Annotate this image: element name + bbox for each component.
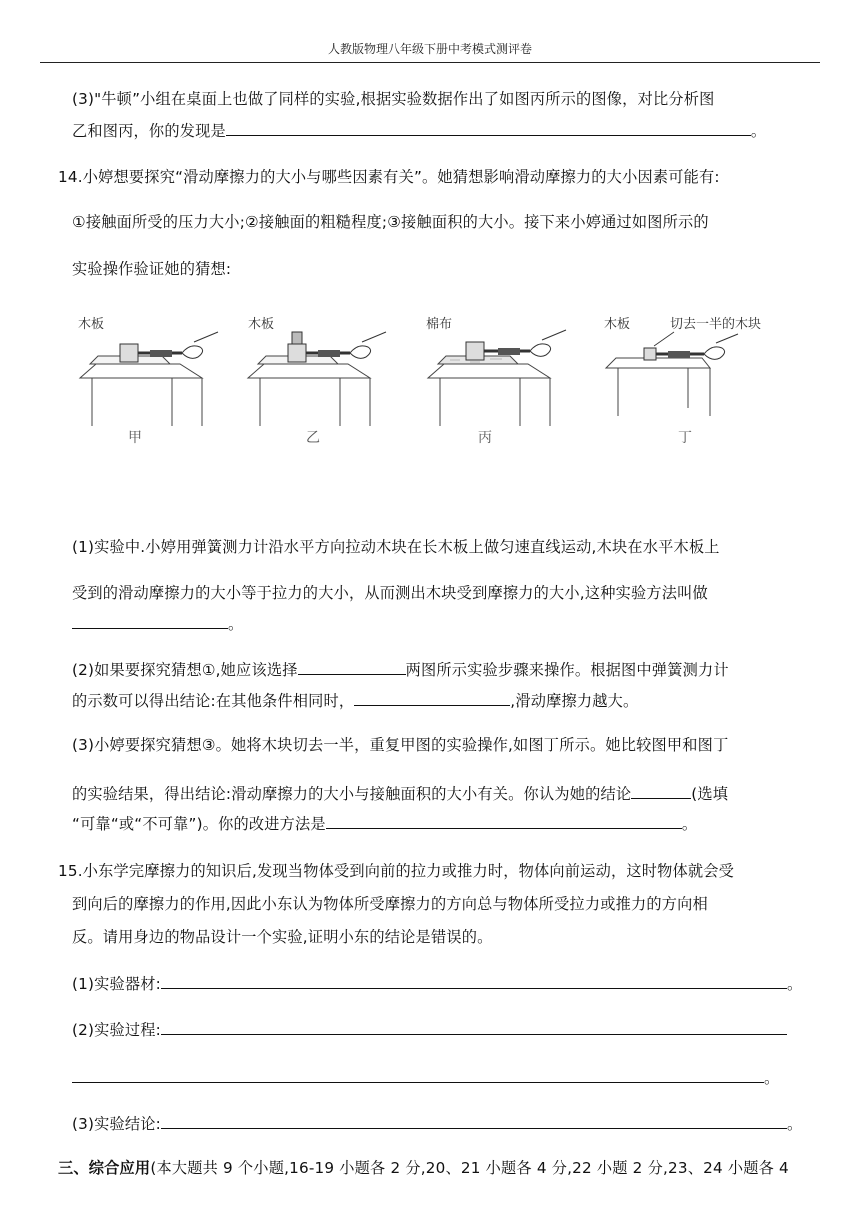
q14-part2-prompt: (2)如果要探究猜想①,她应该选择 bbox=[72, 661, 298, 679]
q14-conclusion-blank[interactable] bbox=[354, 689, 510, 706]
q15-conclusion-blank[interactable] bbox=[161, 1112, 787, 1129]
q14-stem-line2: ①接触面所受的压力大小;②接触面的粗糙程度;③接触面积的大小。接下来小婷通过如图所示的 bbox=[72, 213, 709, 231]
q14-part2-line1 bbox=[72, 658, 729, 680]
q14-part3-improve-prompt: “可靠“或“不可靠”)。你的改进方法是 bbox=[72, 815, 326, 833]
q14-part1-line3 bbox=[72, 612, 243, 634]
q14-improve-blank[interactable] bbox=[326, 812, 682, 829]
q15-process-prompt: (2)实验过程: bbox=[72, 1021, 161, 1039]
q14-part3-prompt: 的实验结果，得出结论:滑动摩擦力的大小与接触面积的大小有关。你认为她的结论 bbox=[72, 785, 632, 803]
q15-part1-end: 。 bbox=[786, 975, 803, 993]
q15-part3-end: 。 bbox=[786, 1115, 803, 1133]
q15-process-blank-line1[interactable] bbox=[161, 1018, 787, 1035]
q14-method-blank[interactable] bbox=[72, 612, 228, 629]
q14-part2-end: ,滑动摩擦力越大。 bbox=[510, 692, 639, 710]
figure-bing bbox=[420, 306, 580, 451]
q13-part3-end: 。 bbox=[750, 122, 767, 140]
q14-part3-option-open: (选填 bbox=[691, 785, 729, 803]
figure-ding bbox=[598, 306, 778, 451]
page-header: 人教版物理八年级下册中考模式测评卷 bbox=[327, 42, 532, 56]
q13-part3-line2 bbox=[72, 119, 766, 141]
q15-materials-blank[interactable] bbox=[161, 972, 787, 989]
q15-conclusion-prompt: (3)实验结论: bbox=[72, 1115, 161, 1133]
q15-process-blank-line2[interactable] bbox=[72, 1066, 764, 1083]
q15-part2-line2 bbox=[72, 1066, 779, 1088]
q13-part3-prompt: 乙和图丙，你的发现是 bbox=[72, 122, 226, 140]
q15-part2-end: 。 bbox=[764, 1069, 780, 1087]
q13-answer-blank[interactable] bbox=[226, 119, 751, 136]
section3-title: 三、综合应用 bbox=[58, 1159, 151, 1177]
q14-stem-line1: 14.小婷想要探究“滑动摩擦力的大小与哪些因素有关”。她猜想影响滑动摩擦力的大小因素可能有: bbox=[58, 168, 720, 186]
q14-part1-line1: (1)实验中.小婷用弹簧测力计沿水平方向拉动木块在长木板上做匀速直线运动,木块在水平木板上 bbox=[72, 538, 720, 556]
figure-jia-surface-label: 木板 bbox=[78, 317, 105, 332]
q15-stem-line3: 反。请用身边的物品设计一个实验,证明小东的结论是错误的。 bbox=[72, 928, 493, 946]
figure-bing-caption: 丙 bbox=[478, 430, 492, 446]
q13-part3-line1: (3)"牛顿”小组在桌面上也做了同样的实验,根据实验数据作出了如图丙所示的图像，对比分析图 bbox=[72, 90, 715, 108]
q15-part1 bbox=[72, 972, 802, 994]
figure-ding-block-label: 切去一半的木块 bbox=[670, 317, 762, 332]
q14-figure-choice-blank[interactable] bbox=[298, 658, 406, 675]
figure-yi-surface-label: 木板 bbox=[248, 317, 275, 332]
q14-part3-line3 bbox=[72, 812, 697, 834]
figure-bing-surface-label: 棉布 bbox=[426, 317, 453, 332]
figure-yi bbox=[240, 306, 400, 451]
figure-yi-caption: 乙 bbox=[306, 430, 320, 446]
q14-part1-end: 。 bbox=[228, 615, 244, 633]
q15-part2 bbox=[72, 1018, 787, 1040]
q15-materials-prompt: (1)实验器材: bbox=[72, 975, 161, 993]
q15-stem-line1: 15.小东学完摩擦力的知识后,发现当物体受到向前的拉力或推力时，物体向前运动，这时物体就会受 bbox=[58, 862, 735, 880]
section3-heading bbox=[58, 1157, 789, 1178]
q14-part1-line2: 受到的滑动摩擦力的大小等于拉力的大小，从而测出木块受到摩擦力的大小,这种实验方法叫做 bbox=[72, 584, 708, 602]
q14-part3-line2 bbox=[72, 782, 728, 804]
q15-part3 bbox=[72, 1112, 802, 1134]
q14-part3-line1: (3)小婷要探究猜想③。她将木块切去一半，重复甲图的实验操作,如图丁所示。她比较图甲和图丁 bbox=[72, 736, 729, 754]
q14-part2-continued: 两图所示实验步骤来操作。根据图中弹簧测力计 bbox=[405, 661, 729, 679]
header-divider bbox=[40, 62, 820, 63]
section3-detail: (本大题共 9 个小题,16-19 小题各 2 分,20、21 小题各 4 分,22 小题 2 分,23、24 小题各 4 bbox=[150, 1159, 789, 1177]
figure-ding-surface-label: 木板 bbox=[604, 317, 631, 332]
q15-stem-line2: 到向后的摩擦力的作用,因此小东认为物体所受摩擦力的方向总与物体所受拉力或推力的方向相 bbox=[72, 895, 708, 913]
q14-part2-conclusion-prompt: 的示数可以得出结论:在其他条件相同时， bbox=[72, 692, 355, 710]
q14-reliable-blank[interactable] bbox=[631, 782, 691, 799]
q14-stem-line3: 实验操作验证她的猜想: bbox=[72, 260, 232, 278]
figure-ding-caption: 丁 bbox=[678, 430, 692, 446]
q14-part3-end: 。 bbox=[681, 815, 698, 833]
figure-jia-caption: 甲 bbox=[128, 430, 142, 446]
figure-jia bbox=[72, 306, 232, 451]
q14-part2-line2 bbox=[72, 689, 638, 711]
